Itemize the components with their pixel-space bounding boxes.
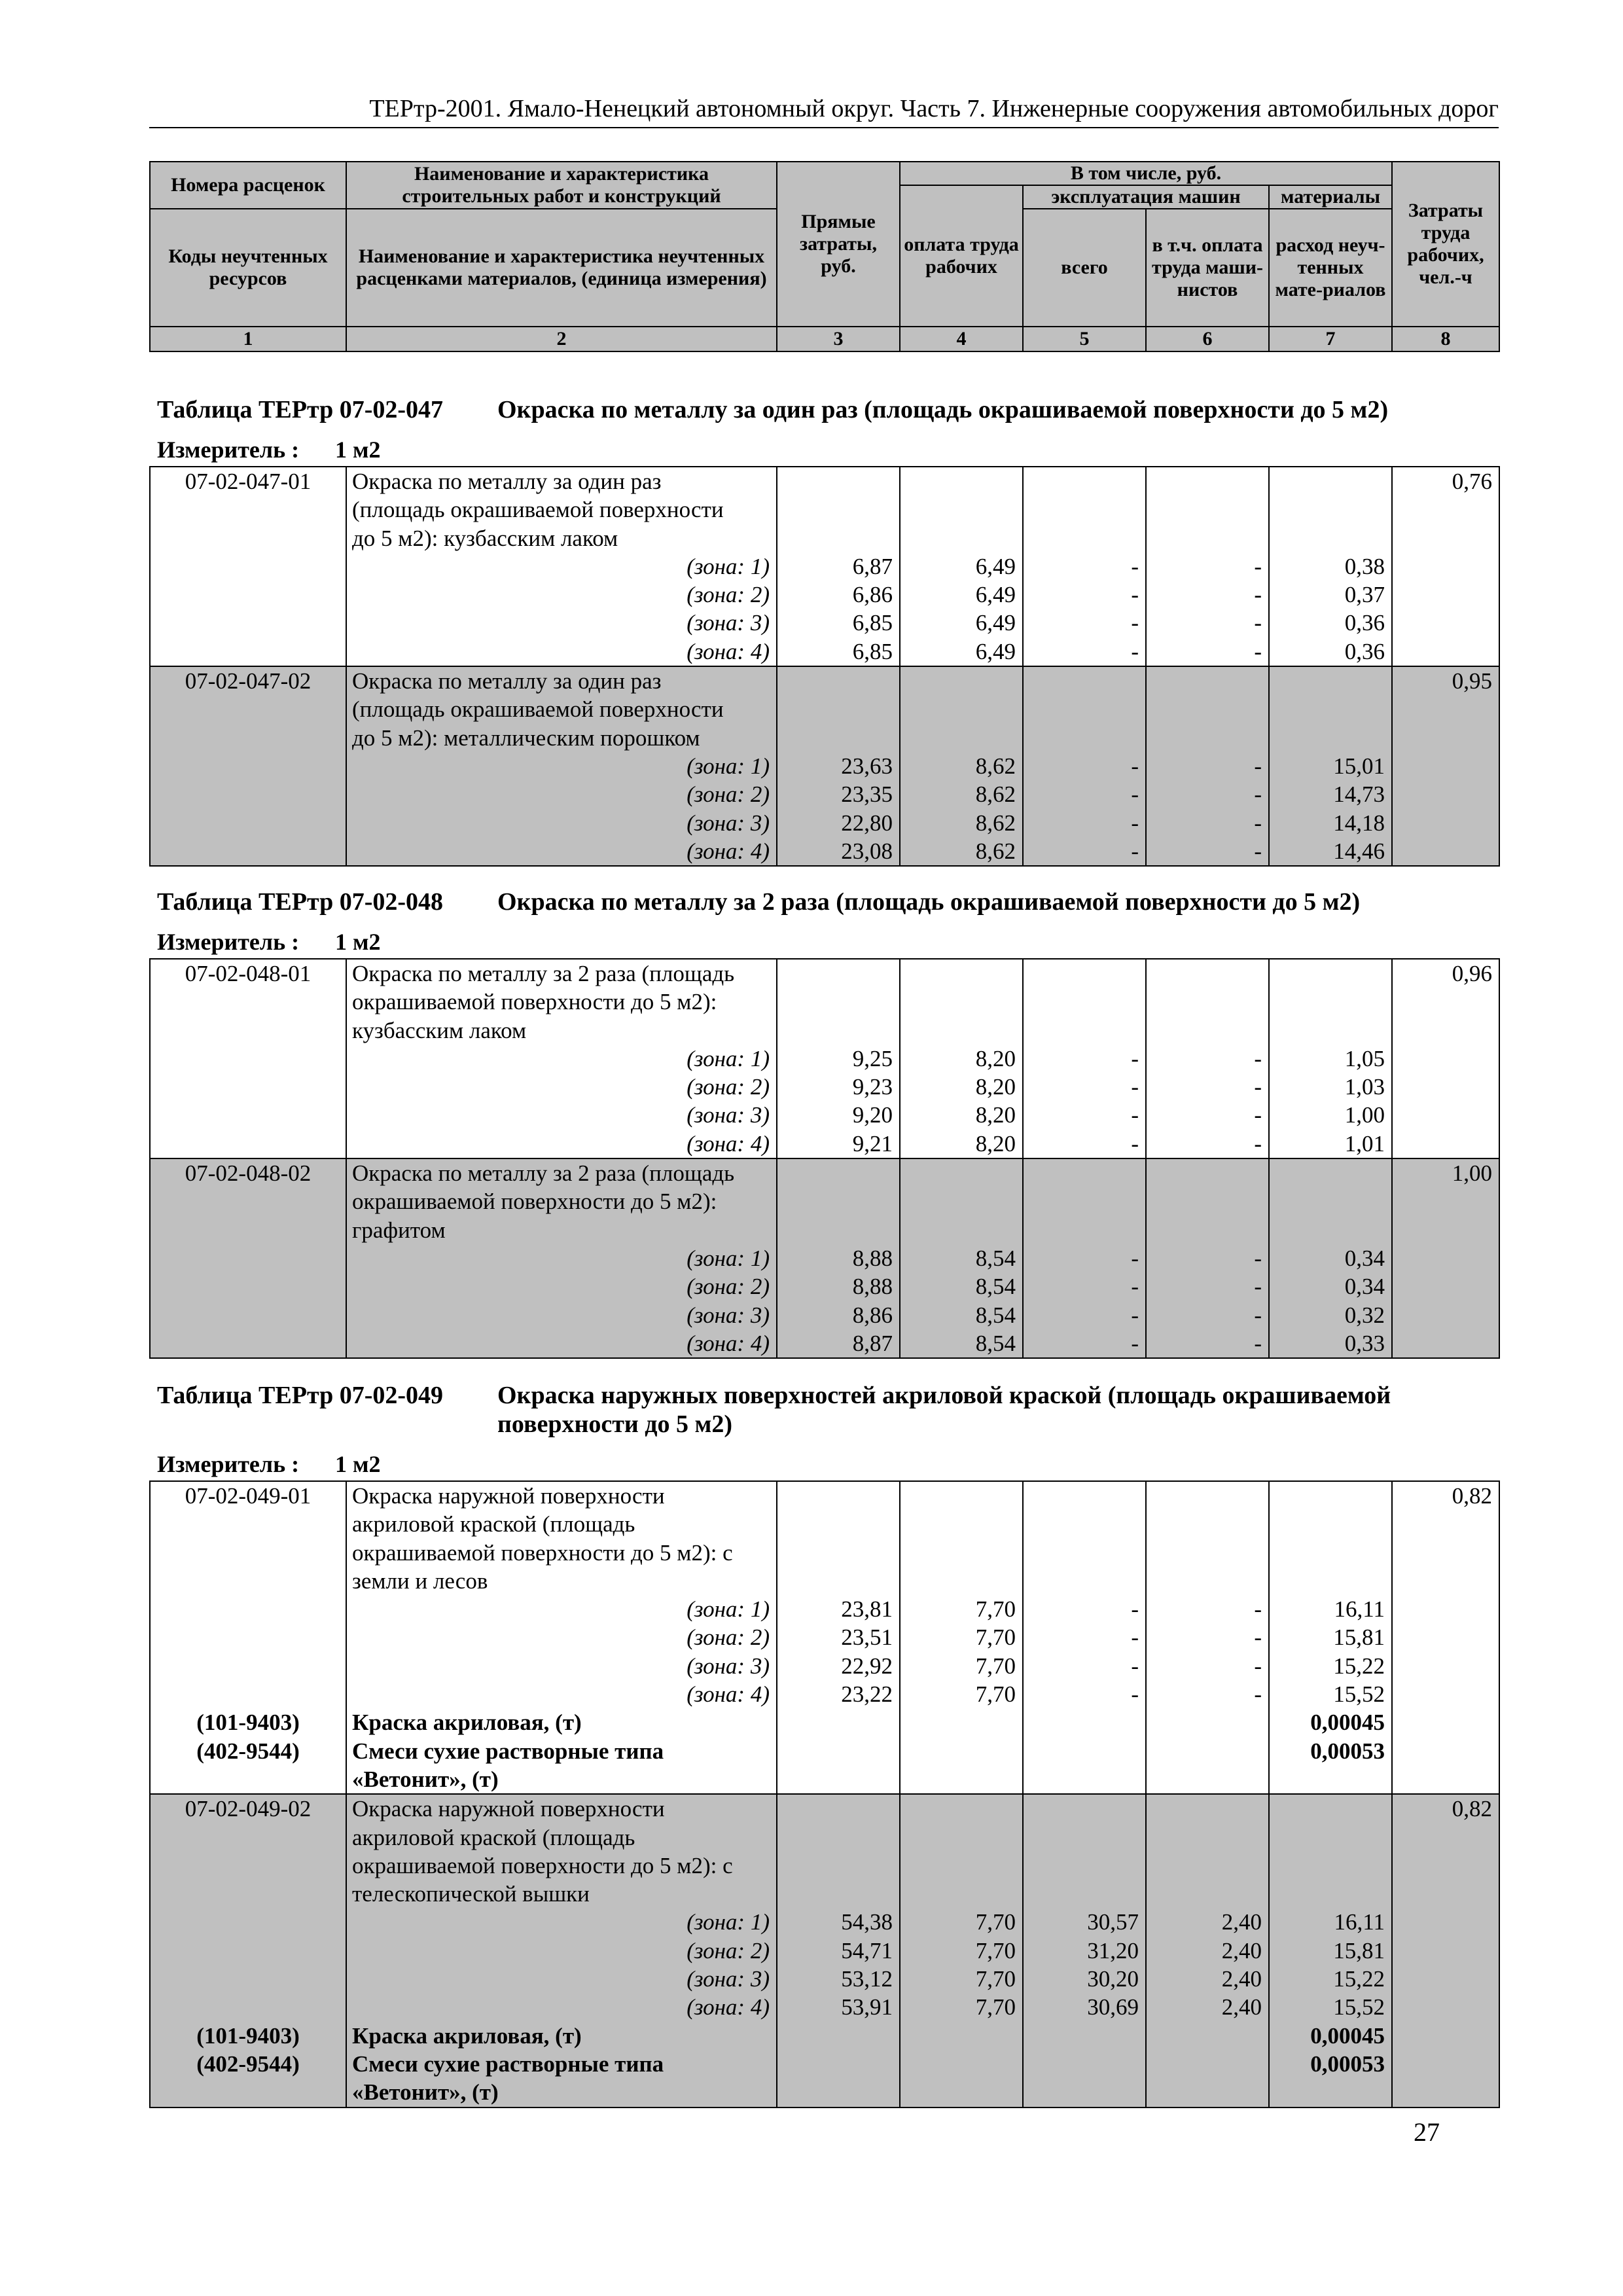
rate-code: 07-02-049-01 (185, 1483, 312, 1509)
resource-name: «Ветонит», (т) (352, 1766, 499, 1792)
machine-cost: - (1131, 1130, 1139, 1157)
machinist-pay: - (1254, 1330, 1262, 1356)
resource-name: Краска акриловая, (т) (352, 1710, 582, 1736)
machinist-pay: - (1254, 638, 1262, 664)
labor-hours: 0,96 (1452, 961, 1492, 986)
zone-label: (зона: 3) (687, 1102, 770, 1128)
zone-label: (зона: 3) (687, 1653, 770, 1679)
rate-row (150, 666, 1499, 866)
zone-label: (зона: 1) (687, 1245, 770, 1271)
materials-cost: 0,34 (1344, 1245, 1385, 1271)
materials-cost: 15,81 (1333, 1624, 1385, 1651)
machinist-pay: - (1254, 1624, 1262, 1651)
table-number: Таблица ТЕРтр 07-02-049 (157, 1382, 444, 1409)
materials-cost: 0,32 (1344, 1302, 1385, 1328)
header-machinist-pay: в т.ч. оплата труда маши-нистов (1146, 209, 1269, 327)
resource-name: «Ветонит», (т) (352, 2079, 499, 2106)
direct-cost: 6,85 (852, 638, 893, 664)
rate-row (150, 959, 1499, 1158)
labor-hours: 0,82 (1452, 1796, 1492, 1822)
direct-cost: 8,87 (852, 1330, 893, 1356)
rate-description-line: акриловой краской (площадь (352, 1824, 635, 1850)
running-head: ТЕРтр-2001. Ямало-Ненецкий автономный округ. Часть 7. Инженерные сооружения автомобильных дорог (149, 94, 1499, 128)
measure-label: Измеритель : (157, 437, 300, 463)
direct-cost: 22,92 (841, 1653, 893, 1679)
rate-description-line: (площадь окрашиваемой поверхности (352, 497, 724, 523)
labor-pay: 8,62 (975, 781, 1016, 808)
machinist-pay: - (1254, 1274, 1262, 1300)
rate-row (150, 467, 1499, 666)
machinist-pay: - (1254, 1596, 1262, 1623)
labor-pay: 8,20 (975, 1130, 1016, 1157)
column-number: 7 (1269, 327, 1392, 351)
rate-description-line: Окраска наружной поверхности (352, 1796, 665, 1822)
direct-cost: 23,08 (841, 838, 893, 864)
rate-description-line: окрашиваемой поверхности до 5 м2): с (352, 1852, 733, 1878)
resource-name: Смеси сухие растворные типа (352, 2051, 664, 2077)
machine-cost: - (1131, 1653, 1139, 1679)
materials-cost: 1,00 (1344, 1102, 1385, 1128)
rate-block (150, 959, 1499, 1158)
resource-code: (402-9544) (196, 1738, 300, 1764)
direct-cost: 6,85 (852, 610, 893, 636)
labor-pay: 8,20 (975, 1045, 1016, 1071)
zone-label: (зона: 1) (687, 1596, 770, 1623)
materials-cost: 0,33 (1344, 1330, 1385, 1356)
zone-label: (зона: 4) (687, 638, 770, 664)
rate-code: 07-02-047-01 (185, 469, 312, 494)
resource-quantity: 0,00053 (1310, 2051, 1385, 2077)
materials-cost: 0,37 (1344, 582, 1385, 608)
materials-cost: 14,46 (1333, 838, 1385, 864)
table-title: Окраска по металлу за один раз (площадь окрашиваемой поверхности до 5 м2) (497, 396, 1389, 423)
machinist-pay: 2,40 (1221, 1937, 1262, 1964)
rate-row (150, 1158, 1499, 1358)
materials-cost: 0,36 (1344, 638, 1385, 664)
machine-cost: 30,57 (1087, 1909, 1139, 1935)
labor-pay: 6,49 (975, 610, 1016, 636)
header-labor-pay: оплата труда рабочих (900, 185, 1023, 327)
machinist-pay: - (1254, 781, 1262, 808)
rate-description-line: земли и лесов (352, 1568, 488, 1594)
labor-pay: 8,54 (975, 1330, 1016, 1356)
machinist-pay: - (1254, 1045, 1262, 1071)
labor-hours: 1,00 (1452, 1160, 1492, 1187)
machinist-pay: - (1254, 1653, 1262, 1679)
column-number: 2 (346, 327, 777, 351)
labor-pay: 7,70 (975, 1909, 1016, 1935)
machine-cost: - (1131, 753, 1139, 779)
header-machine-operation: эксплуатация машин (1023, 185, 1269, 209)
rate-block (150, 467, 1499, 666)
rate-row (150, 1481, 1499, 1794)
labor-pay: 7,70 (975, 1596, 1016, 1623)
machine-cost: - (1131, 1596, 1139, 1623)
machine-cost: - (1131, 1330, 1139, 1356)
labor-hours: 0,82 (1452, 1483, 1492, 1509)
labor-pay: 6,49 (975, 582, 1016, 608)
machinist-pay: - (1254, 610, 1262, 636)
zone-label: (зона: 2) (687, 582, 770, 608)
direct-cost: 23,51 (841, 1624, 893, 1651)
machinist-pay: 2,40 (1221, 1966, 1262, 1992)
machine-cost: - (1131, 610, 1139, 636)
zone-label: (зона: 1) (687, 1045, 770, 1071)
rate-block (150, 1158, 1499, 1358)
zone-label: (зона: 4) (687, 1130, 770, 1157)
materials-cost: 15,52 (1333, 1681, 1385, 1708)
zone-label: (зона: 4) (687, 1681, 770, 1708)
direct-cost: 22,80 (841, 810, 893, 836)
labor-pay: 7,70 (975, 1653, 1016, 1679)
machine-cost: - (1131, 1302, 1139, 1328)
header-direct-costs: Прямые затраты, руб. (777, 162, 900, 327)
labor-pay: 8,62 (975, 810, 1016, 836)
materials-cost: 15,81 (1333, 1937, 1385, 1964)
zone-label: (зона: 3) (687, 1302, 770, 1328)
materials-cost: 16,11 (1334, 1596, 1385, 1623)
labor-pay: 6,49 (975, 638, 1016, 664)
rate-block (150, 666, 1499, 866)
machine-cost: - (1131, 1624, 1139, 1651)
section-title (157, 888, 1499, 916)
zone-label: (зона: 2) (687, 781, 770, 808)
table-number: Таблица ТЕРтр 07-02-047 (157, 396, 444, 423)
table-number: Таблица ТЕРтр 07-02-048 (157, 888, 444, 916)
direct-cost: 9,21 (852, 1130, 893, 1157)
direct-cost: 6,86 (852, 582, 893, 608)
rate-description-line: до 5 м2): металлическим порошком (352, 725, 700, 751)
direct-cost: 8,86 (852, 1302, 893, 1328)
zone-label: (зона: 3) (687, 810, 770, 836)
rate-block (150, 1794, 1499, 2107)
resource-code: (101-9403) (196, 2022, 300, 2049)
rate-description-line: (площадь окрашиваемой поверхности (352, 696, 724, 723)
header-resource-codes: Коды неучтенных ресурсов (150, 209, 346, 327)
labor-pay: 8,62 (975, 838, 1016, 864)
table-title: Окраска наружных поверхностей акриловой краской (площадь окрашиваемой поверхности до 5 м2) (497, 1382, 1391, 1438)
machinist-pay: 2,40 (1221, 1909, 1262, 1935)
labor-hours: 0,76 (1452, 469, 1492, 494)
header-labor-costs: Затраты труда рабочих, чел.-ч (1392, 162, 1499, 327)
rate-description-line: кузбасским лаком (352, 1017, 527, 1043)
zone-label: (зона: 1) (687, 753, 770, 779)
direct-cost: 23,63 (841, 753, 893, 779)
labor-pay: 7,70 (975, 1966, 1016, 1992)
machine-cost: - (1131, 838, 1139, 864)
rate-table (149, 466, 1500, 867)
direct-cost: 23,22 (841, 1681, 893, 1708)
measure-unit (157, 436, 381, 463)
zone-label: (зона: 2) (687, 1624, 770, 1651)
measure-label: Измеритель : (157, 1451, 300, 1477)
section-title (157, 1381, 1499, 1439)
labor-pay: 8,20 (975, 1102, 1016, 1128)
direct-cost: 9,20 (852, 1102, 893, 1128)
column-number: 1 (150, 327, 346, 351)
resource-code: (101-9403) (196, 1710, 300, 1736)
rate-description-line: акриловой краской (площадь (352, 1511, 635, 1537)
header-work-name: Наименование и характеристика строительных работ и конструкций (346, 162, 777, 209)
rate-code: 07-02-048-02 (185, 1160, 312, 1187)
measure-value: 1 м2 (335, 1451, 381, 1477)
zone-label: (зона: 4) (687, 838, 770, 864)
machine-cost: 31,20 (1087, 1937, 1139, 1964)
machinist-pay: - (1254, 1681, 1262, 1708)
machinist-pay: - (1254, 838, 1262, 864)
header-material-names: Наименование и характеристика неучтенных расценками материалов, (единица измерения) (346, 209, 777, 327)
machinist-pay: - (1254, 1130, 1262, 1157)
rate-code: 07-02-047-02 (185, 668, 312, 694)
direct-cost: 9,25 (852, 1045, 893, 1071)
zone-label: (зона: 4) (687, 1994, 770, 2020)
zone-label: (зона: 4) (687, 1330, 770, 1356)
materials-cost: 1,03 (1344, 1074, 1385, 1100)
machine-cost: - (1131, 810, 1139, 836)
zone-label: (зона: 1) (687, 553, 770, 579)
rate-description-line: Окраска по металлу за 2 раза (площадь (352, 961, 735, 986)
rate-description-line: окрашиваемой поверхности до 5 м2): (352, 1189, 717, 1215)
rate-description-line: окрашиваемой поверхности до 5 м2): с (352, 1539, 733, 1566)
materials-cost: 15,01 (1333, 753, 1385, 779)
machinist-pay: - (1254, 1302, 1262, 1328)
machine-cost: - (1131, 1102, 1139, 1128)
machinist-pay: - (1254, 753, 1262, 779)
rate-description-line: Окраска наружной поверхности (352, 1483, 665, 1509)
machinist-pay: - (1254, 553, 1262, 579)
rate-table (149, 958, 1500, 1359)
header-machine-total: всего (1023, 209, 1146, 327)
materials-cost: 0,38 (1344, 553, 1385, 579)
rate-description-line: телескопической вышки (352, 1881, 590, 1907)
labor-hours: 0,95 (1452, 668, 1492, 694)
machine-cost: - (1131, 1245, 1139, 1271)
materials-cost: 1,01 (1344, 1130, 1385, 1157)
machine-cost: - (1131, 1045, 1139, 1071)
direct-cost: 23,81 (841, 1596, 893, 1623)
zone-label: (зона: 1) (687, 1909, 770, 1935)
rate-description-line: Окраска по металлу за один раз (352, 668, 662, 694)
machinist-pay: 2,40 (1221, 1994, 1262, 2020)
machine-cost: 30,20 (1087, 1966, 1139, 1992)
materials-cost: 15,22 (1333, 1653, 1385, 1679)
machine-cost: - (1131, 1274, 1139, 1300)
labor-pay: 7,70 (975, 1937, 1016, 1964)
machine-cost: - (1131, 1681, 1139, 1708)
direct-cost: 9,23 (852, 1074, 893, 1100)
measure-label: Измеритель : (157, 929, 300, 955)
direct-cost: 53,12 (841, 1966, 893, 1992)
labor-pay: 8,20 (975, 1074, 1016, 1100)
machine-cost: - (1131, 638, 1139, 664)
rate-description-line: Окраска по металлу за один раз (352, 469, 662, 494)
resource-quantity: 0,00053 (1310, 1738, 1385, 1764)
materials-cost: 14,18 (1333, 810, 1385, 836)
resource-quantity: 0,00045 (1310, 2022, 1385, 2049)
machinist-pay: - (1254, 1102, 1262, 1128)
measure-unit (157, 1450, 381, 1478)
materials-cost: 15,22 (1333, 1966, 1385, 1992)
machinist-pay: - (1254, 582, 1262, 608)
direct-cost: 54,38 (841, 1909, 893, 1935)
materials-cost: 16,11 (1334, 1909, 1385, 1935)
header-unaccounted-materials: расход неуч-тенных мате-риалов (1269, 209, 1392, 327)
header-materials: материалы (1269, 185, 1392, 209)
direct-cost: 23,35 (841, 781, 893, 808)
direct-cost: 6,87 (852, 553, 893, 579)
rate-description-line: окрашиваемой поверхности до 5 м2): (352, 989, 717, 1015)
zone-label: (зона: 3) (687, 610, 770, 636)
labor-pay: 7,70 (975, 1624, 1016, 1651)
resource-name: Краска акриловая, (т) (352, 2022, 582, 2049)
column-header-table (149, 161, 1500, 352)
column-number: 6 (1146, 327, 1269, 351)
header-rate-numbers: Номера расценок (150, 162, 346, 209)
materials-cost: 14,73 (1333, 781, 1385, 808)
direct-cost: 8,88 (852, 1245, 893, 1271)
materials-cost: 1,05 (1344, 1045, 1385, 1071)
rate-description-line: до 5 м2): кузбасским лаком (352, 525, 618, 551)
machine-cost: - (1131, 781, 1139, 808)
labor-pay: 8,62 (975, 753, 1016, 779)
machinist-pay: - (1254, 1074, 1262, 1100)
labor-pay: 6,49 (975, 553, 1016, 579)
materials-cost: 0,36 (1344, 610, 1385, 636)
materials-cost: 15,52 (1333, 1994, 1385, 2020)
zone-label: (зона: 3) (687, 1966, 770, 1992)
rate-code: 07-02-048-01 (185, 961, 312, 986)
rate-description-line: Окраска по металлу за 2 раза (площадь (352, 1160, 735, 1187)
machinist-pay: - (1254, 810, 1262, 836)
direct-cost: 54,71 (841, 1937, 893, 1964)
rate-table (149, 1480, 1500, 2108)
header-including: В том числе, руб. (900, 162, 1392, 185)
table-title: Окраска по металлу за 2 раза (площадь окрашиваемой поверхности до 5 м2) (497, 888, 1361, 916)
measure-unit (157, 928, 381, 956)
direct-cost: 53,91 (841, 1994, 893, 2020)
measure-value: 1 м2 (335, 437, 381, 463)
column-number: 8 (1392, 327, 1499, 351)
labor-pay: 8,54 (975, 1302, 1016, 1328)
machine-cost: - (1131, 1074, 1139, 1100)
labor-pay: 7,70 (975, 1681, 1016, 1708)
column-number: 3 (777, 327, 900, 351)
rate-block (150, 1481, 1499, 1794)
labor-pay: 8,54 (975, 1245, 1016, 1271)
materials-cost: 0,34 (1344, 1274, 1385, 1300)
labor-pay: 8,54 (975, 1274, 1016, 1300)
zone-label: (зона: 2) (687, 1274, 770, 1300)
column-number: 4 (900, 327, 1023, 351)
measure-value: 1 м2 (335, 929, 381, 955)
labor-pay: 7,70 (975, 1994, 1016, 2020)
machinist-pay: - (1254, 1245, 1262, 1271)
machine-cost: 30,69 (1087, 1994, 1139, 2020)
machine-cost: - (1131, 582, 1139, 608)
rate-description-line: графитом (352, 1217, 446, 1243)
zone-label: (зона: 2) (687, 1937, 770, 1964)
resource-code: (402-9544) (196, 2051, 300, 2077)
column-number: 5 (1023, 327, 1146, 351)
zone-label: (зона: 2) (687, 1074, 770, 1100)
resource-name: Смеси сухие растворные типа (352, 1738, 664, 1764)
rate-code: 07-02-049-02 (185, 1796, 312, 1822)
section-title (157, 395, 1499, 424)
machine-cost: - (1131, 553, 1139, 579)
resource-quantity: 0,00045 (1310, 1710, 1385, 1736)
page-number: 27 (1414, 2117, 1440, 2147)
direct-cost: 8,88 (852, 1274, 893, 1300)
rate-row (150, 1794, 1499, 2107)
